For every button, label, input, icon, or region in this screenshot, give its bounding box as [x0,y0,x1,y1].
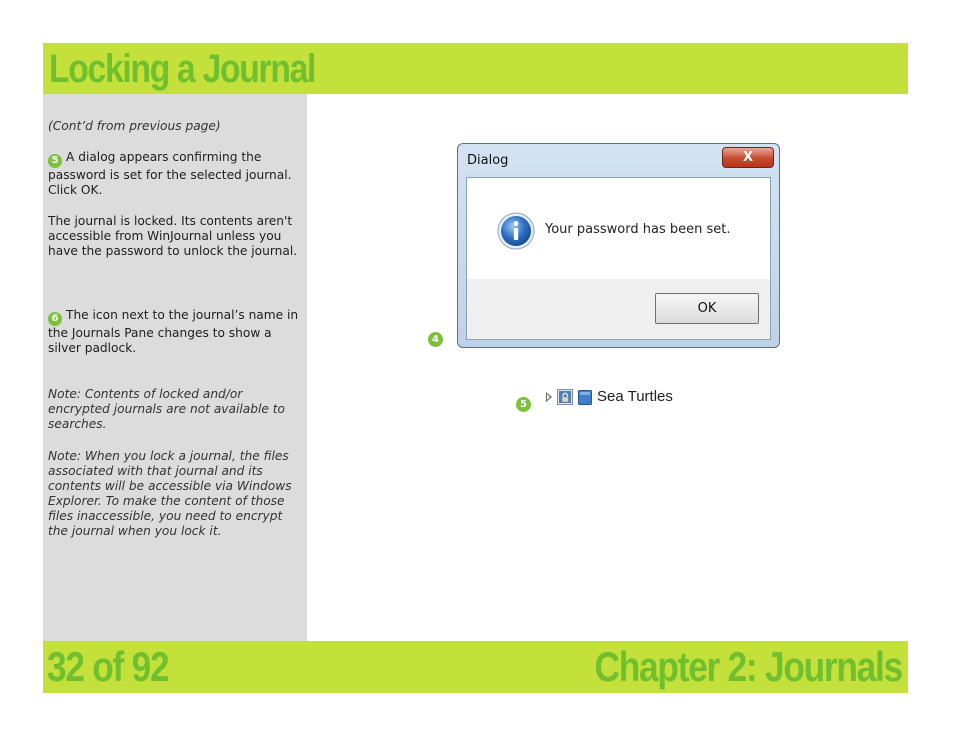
step-6-text [48,308,304,356]
callout-4: 4 [428,332,443,347]
note-encrypt: Note: When you lock a journal, the files associated with that journal and its contents will be accessible via Windows Explorer. To make the content of those files inaccessible, you need to encrypt the journal when you lock it. [48,449,292,538]
dialog-title: Dialog [467,153,509,168]
dialog-body [466,177,771,340]
step-6-description: The icon next to the journal’s name in the Journals Pane changes to show a silver padlock. [48,308,299,355]
journal-book-icon [578,390,592,405]
dialog-close-button[interactable]: X [722,147,774,168]
step-5-text [48,150,304,198]
page-number: 32 of 92 [47,643,169,690]
page-title: Locking a Journal [49,47,316,91]
ok-button[interactable]: OK [655,293,759,324]
step-5-badge: 5 [48,154,62,168]
continued-note: (Cont’d from previous page) [48,119,221,133]
note-search: Note: Contents of locked and/or encrypted journals are not available to searches. [48,387,285,431]
step-5-description: A dialog appears confirming the password is set for the selected journal. Click OK. [48,150,292,197]
footer-bar [43,641,908,693]
journal-name-label: Sea Turtles [597,388,673,405]
expand-arrow-icon[interactable] [546,392,552,402]
info-icon [497,212,535,250]
locked-explanation: The journal is locked. Its contents aren't accessible from WinJournal unless you have the password to unlock the journal. [48,214,298,258]
callout-5: 5 [516,397,531,412]
dialog-message: Your password has been set. [545,222,731,237]
step-6-badge: 6 [48,312,62,326]
chapter-title: Chapter 2: Journals [594,643,902,690]
header-bar [43,43,908,94]
padlock-icon [557,389,573,405]
instructions-panel [43,94,307,641]
password-set-dialog [457,143,780,348]
